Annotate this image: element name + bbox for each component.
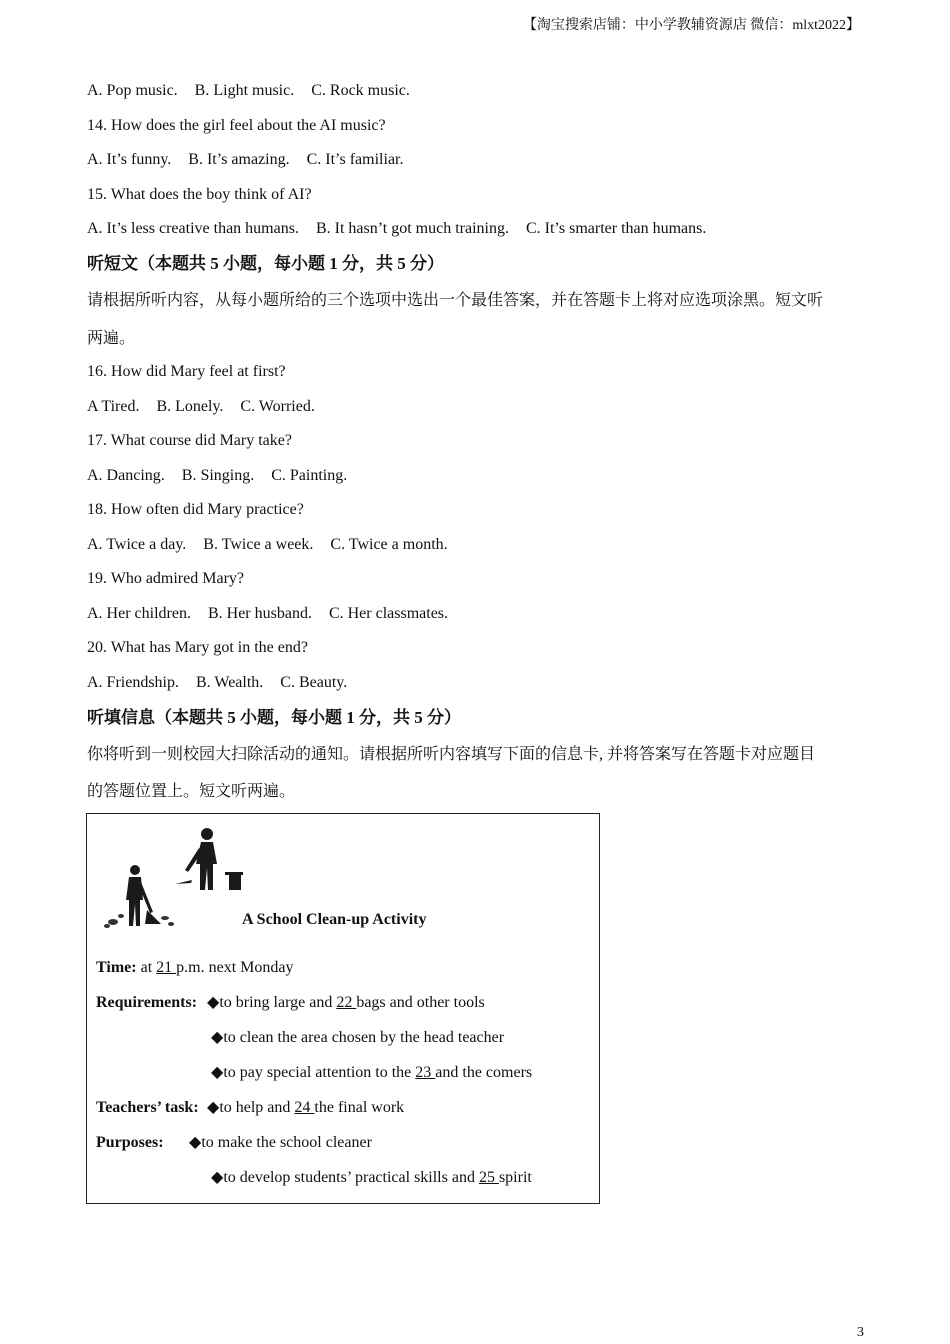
q18-option-c: C. Twice a month. bbox=[330, 536, 448, 553]
q16-options bbox=[87, 397, 328, 417]
page-header: 【淘宝搜索店铺：中小学教辅资源店 微信：mlxt2022】 bbox=[522, 18, 860, 33]
q14-options bbox=[87, 150, 416, 170]
req2-text: to clean the area chosen by the head teacher bbox=[223, 1029, 505, 1046]
requirements-label bbox=[96, 993, 197, 1013]
q19-option-a: A. Her children. bbox=[87, 605, 191, 622]
q18-option-a: A. Twice a day. bbox=[87, 536, 187, 553]
req1-post: bags and other tools bbox=[356, 994, 485, 1011]
cleaning-people-icon bbox=[95, 820, 255, 930]
bullet-icon: ◆ bbox=[207, 994, 220, 1011]
q14-option-c: C. It’s familiar. bbox=[306, 151, 404, 168]
q20-question: 20. What has Mary got in the end? bbox=[87, 639, 308, 656]
blank-24: 24 bbox=[294, 1099, 315, 1116]
q15-option-c: C. It’s smarter than humans. bbox=[525, 220, 707, 237]
req3-post: and the comers bbox=[435, 1064, 533, 1081]
q17-question: 17. What course did Mary take? bbox=[87, 432, 292, 449]
bullet-icon: ◆ bbox=[189, 1134, 202, 1151]
bullet-icon: ◆ bbox=[207, 1099, 220, 1116]
q13-options bbox=[87, 81, 423, 101]
requirement-3 bbox=[211, 1063, 532, 1083]
q13-option-a: A. Pop music. bbox=[87, 82, 178, 99]
time-label: Time: bbox=[96, 959, 137, 976]
q20-option-c: C. Beauty. bbox=[280, 674, 348, 691]
purposes-label bbox=[96, 1133, 164, 1153]
info-card bbox=[86, 813, 600, 1204]
requirement-2 bbox=[211, 1028, 504, 1048]
teacher-label-text: Teachers’ task: bbox=[96, 1099, 199, 1116]
q20-options bbox=[87, 673, 360, 693]
q17-option-a: A. Dancing. bbox=[87, 467, 165, 484]
section-heading-fill-info: 听填信息（本题共 5 小题，每小题 1 分，共 5 分） bbox=[87, 708, 461, 727]
task-post: the final work bbox=[314, 1099, 405, 1116]
q19-options bbox=[87, 604, 461, 624]
q15-question: 15. What does the boy think of AI? bbox=[87, 186, 312, 203]
section2-instruction-line2: 两遍。 bbox=[87, 330, 136, 347]
purpose2-pre: to develop students’ practical skills and bbox=[223, 1169, 479, 1186]
q18-options bbox=[87, 535, 461, 555]
q15-options bbox=[87, 219, 719, 239]
q19-option-c: C. Her classmates. bbox=[328, 605, 449, 622]
section-heading-listening-passage: 听短文（本题共 5 小题，每小题 1 分，共 5 分） bbox=[87, 254, 444, 273]
section3-instruction-line2: 的答题位置上。短文听两遍。 bbox=[87, 783, 296, 800]
blank-25: 25 bbox=[478, 1169, 499, 1186]
blank-21: 21 bbox=[156, 959, 177, 976]
bullet-icon: ◆ bbox=[211, 1029, 224, 1046]
blank-23: 23 bbox=[415, 1064, 436, 1081]
q14-option-b: B. It’s amazing. bbox=[188, 151, 290, 168]
q13-option-b: B. Light music. bbox=[194, 82, 295, 99]
purpose-1 bbox=[189, 1133, 372, 1153]
q17-option-b: B. Singing. bbox=[181, 467, 255, 484]
q18-question: 18. How often did Mary practice? bbox=[87, 501, 304, 518]
time-row bbox=[96, 958, 293, 978]
q15-option-b: B. It hasn’t got much training. bbox=[315, 220, 509, 237]
q19-option-b: B. Her husband. bbox=[207, 605, 312, 622]
task-pre: to help and bbox=[219, 1099, 295, 1116]
q15-option-a: A. It’s less creative than humans. bbox=[87, 220, 299, 237]
time-post: p.m. next Monday bbox=[176, 959, 294, 976]
teachers-task-label bbox=[96, 1098, 199, 1118]
q18-option-b: B. Twice a week. bbox=[203, 536, 314, 553]
q14-question: 14. How does the girl feel about the AI music? bbox=[87, 117, 386, 134]
q16-question: 16. How did Mary feel at first? bbox=[87, 363, 286, 380]
bullet-icon: ◆ bbox=[211, 1064, 224, 1081]
q16-option-b: B. Lonely. bbox=[156, 398, 224, 415]
q19-question: 19. Who admired Mary? bbox=[87, 570, 244, 587]
q17-options bbox=[87, 466, 360, 486]
teachers-task bbox=[207, 1098, 404, 1118]
req-label-text: Requirements: bbox=[96, 994, 198, 1011]
q20-option-a: A. Friendship. bbox=[87, 674, 179, 691]
q13-option-c: C. Rock music. bbox=[311, 82, 410, 99]
purpose1-text: to make the school cleaner bbox=[201, 1134, 372, 1151]
q16-option-a: A Tired. bbox=[87, 398, 140, 415]
purpose2-post: spirit bbox=[498, 1169, 532, 1186]
q14-option-a: A. It’s funny. bbox=[87, 151, 172, 168]
purpose-label-text: Purposes: bbox=[96, 1134, 164, 1151]
req3-pre: to pay special attention to the bbox=[223, 1064, 416, 1081]
req1-pre: to bring large and bbox=[219, 994, 337, 1011]
q16-option-c: C. Worried. bbox=[240, 398, 315, 415]
purpose-2 bbox=[211, 1168, 532, 1188]
info-card-title: A School Clean-up Activity bbox=[242, 911, 427, 928]
requirement-1 bbox=[207, 993, 485, 1013]
page-number: 3 bbox=[857, 1325, 864, 1340]
bullet-icon: ◆ bbox=[211, 1169, 224, 1186]
section2-instruction-line1: 请根据所听内容，从每小题所给的三个选项中选出一个最佳答案，并在答题卡上将对应选项涂黑。短文听 bbox=[87, 292, 824, 309]
time-pre: at bbox=[136, 959, 157, 976]
section3-instruction-line1: 你将听到一则校园大扫除活动的通知。请根据所听内容填写下面的信息卡, 并将答案写在答题卡对应题目 bbox=[87, 746, 816, 763]
q17-option-c: C. Painting. bbox=[271, 467, 348, 484]
blank-22: 22 bbox=[336, 994, 357, 1011]
q20-option-b: B. Wealth. bbox=[196, 674, 264, 691]
